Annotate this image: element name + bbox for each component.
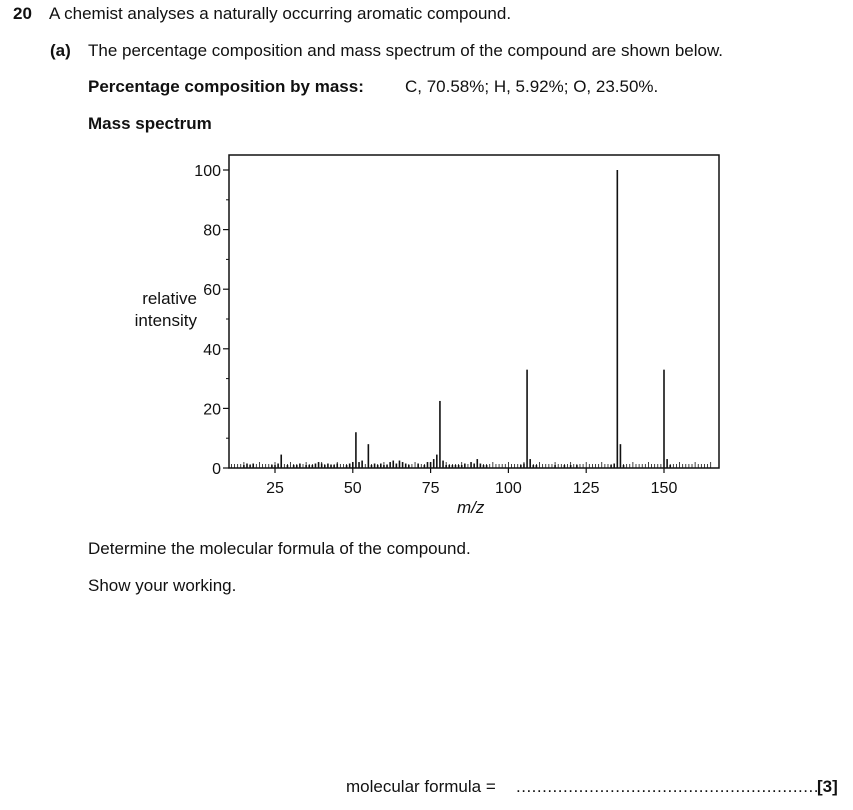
y-tick-label: 40 — [203, 341, 221, 359]
spectrum-title: Mass spectrum — [88, 114, 212, 133]
x-tick-label: 125 — [572, 480, 600, 497]
x-tick-label: 100 — [495, 480, 522, 497]
x-tick-label: 150 — [650, 480, 678, 497]
y-axis-label: relative intensity — [134, 289, 197, 330]
plot-frame — [229, 155, 719, 468]
y-tick-label: 100 — [194, 163, 221, 180]
question-text: A chemist analyses a naturally occurring aromatic compound. — [49, 4, 512, 23]
x-tick-label: 25 — [266, 480, 284, 497]
answer-line[interactable]: .......................................................... — [516, 777, 819, 796]
x-tick-label: 75 — [421, 480, 440, 497]
instruction-working: Show your working. — [88, 576, 237, 595]
peaks — [244, 170, 670, 468]
y-tick-label: 0 — [212, 461, 221, 478]
composition-label: Percentage composition by mass: — [88, 77, 364, 96]
composition-value: C, 70.58%; H, 5.92%; O, 23.50%. — [405, 77, 659, 96]
marks: [3] — [817, 777, 838, 796]
y-axis — [194, 163, 229, 478]
instruction-determine: Determine the molecular formula of the compound. — [88, 539, 471, 558]
part-text: The percentage composition and mass spectrum of the compound are shown below. — [88, 41, 724, 60]
question-number: 20 — [13, 4, 32, 23]
part-label: (a) — [50, 41, 71, 60]
y-tick-label: 20 — [203, 401, 221, 419]
x-axis — [266, 468, 677, 497]
x-tick-label: 50 — [343, 480, 362, 497]
y-tick-label: 60 — [203, 282, 221, 300]
y-tick-label: 80 — [203, 222, 221, 240]
answer-label: molecular formula = — [346, 777, 496, 796]
x-axis-label: m/z — [457, 498, 485, 517]
